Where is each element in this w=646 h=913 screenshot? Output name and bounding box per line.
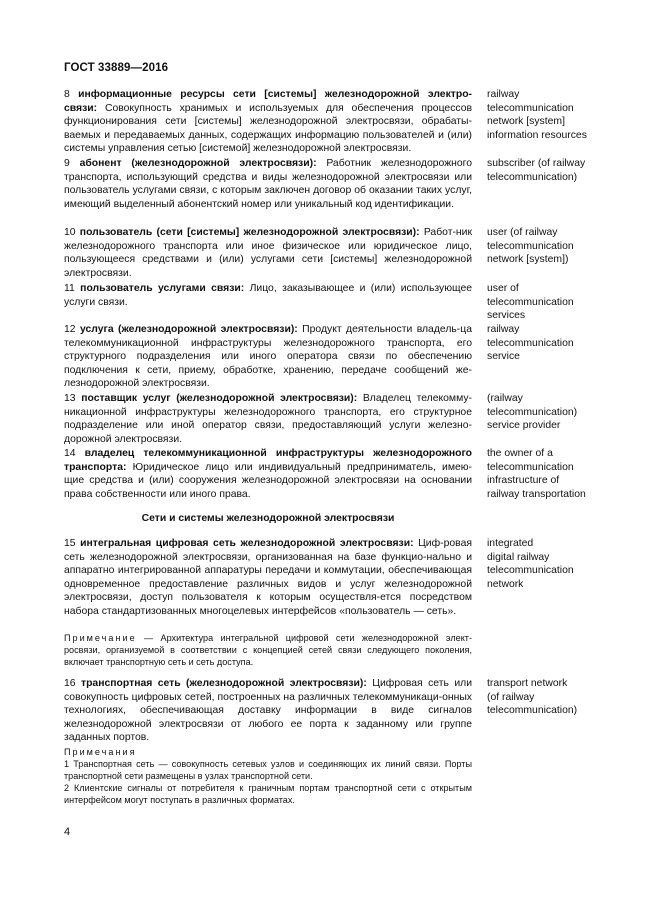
term-definition-text: Лицо, заказывающее и (или) использующее услуги связи. bbox=[64, 283, 472, 308]
term-definition-ru bbox=[64, 282, 472, 309]
term-english-line: user of bbox=[487, 283, 519, 294]
term-english-line: (railway bbox=[487, 393, 523, 404]
notes-entry-16 bbox=[64, 746, 472, 806]
term-definition-text: Работ-ник железнодорожного транспорта или иное физическое или юридическое лицо, пользующееся средствами и (или) услугами сети [системы] железнодорожной электросвязи. bbox=[64, 227, 473, 279]
term-definition-ru bbox=[64, 677, 472, 745]
note-entry-15 bbox=[64, 632, 472, 668]
term-english-line: infrastructure of bbox=[487, 475, 560, 486]
term-english-line: subscriber (of railway bbox=[487, 158, 586, 169]
term-number: 12 bbox=[64, 324, 76, 335]
term-english-line: telecommunication bbox=[487, 337, 574, 349]
term-definition-ru bbox=[64, 323, 472, 391]
term-english bbox=[487, 282, 627, 323]
term-definition-ru bbox=[64, 88, 472, 156]
note-item: 2 Клиентские сигналы от потребителя к граничным портам транспортной сети с открытым интерфейсом могут поступать в различных форматах. bbox=[64, 783, 472, 805]
term-number: 16 bbox=[64, 678, 76, 689]
document-header: ГОСТ 33889—2016 bbox=[64, 62, 169, 74]
section-heading: Сети и системы железнодорожной электросвязи bbox=[141, 513, 395, 524]
term-english-line: (of railway bbox=[487, 691, 535, 703]
term-english bbox=[487, 447, 627, 501]
term-definition-text: Юридическое лицо или индивидуальный предприниматель, имею-щие средства и (или) сооружения железнодорожной электросвязи на основании права собственности или иного права. bbox=[64, 461, 472, 500]
term-english-line: railway bbox=[487, 324, 520, 335]
term-english-line: telecommunication) bbox=[487, 406, 578, 418]
term-english-line: transport network bbox=[487, 678, 568, 689]
term-definition-ru bbox=[64, 157, 472, 211]
term-english bbox=[487, 226, 627, 267]
term-english bbox=[487, 88, 627, 142]
term-english-line: telecommunication bbox=[487, 461, 574, 473]
term-english bbox=[487, 392, 627, 433]
term-title: информационные ресурсы сети [системы] железнодорожной электро-связи: bbox=[64, 89, 473, 114]
term-title: интегральная цифровая сеть железнодорожной электросвязи: bbox=[80, 538, 414, 549]
term-number: 8 bbox=[64, 89, 70, 100]
term-english bbox=[487, 537, 627, 591]
term-english-line: telecommunication bbox=[487, 565, 574, 576]
term-english-line: telecommunication) bbox=[487, 171, 578, 183]
note-label: Примечание bbox=[64, 633, 137, 643]
term-english bbox=[487, 323, 627, 364]
notes-label: Примечания bbox=[64, 747, 137, 757]
term-title: пользователь (сети [системы] железнодорожной электросвязи): bbox=[79, 227, 420, 238]
term-number: 14 bbox=[64, 448, 76, 459]
term-english-line: information resources bbox=[487, 129, 587, 141]
term-english-line: digital railway bbox=[487, 551, 550, 563]
term-number: 11 bbox=[64, 283, 75, 294]
term-definition-text: Владелец телекомму-никационной инфраструктуры железнодорожного транспорта, его структурное подразделение или иной оператор связи, предоставляющий услуги железно-дорожной электросвязи. bbox=[64, 393, 472, 445]
term-definition-text: Работник железнодорожного транспорта, использующий средства и виды железнодорожной электросвязи или пользователь услугами связи, с которым заключен договор об оказании таких услуг, имеющий выделенный абонентский номер или уникальный код идентификации. bbox=[64, 158, 473, 210]
note-item: 1 Транспортная сеть — совокупность сетевых узлов и соединяющих их линий связи. Порты транспортной сети размещены в узлах транспортной сети. bbox=[64, 759, 472, 781]
term-english-line: telecommunication bbox=[487, 240, 574, 252]
term-title: услуга (железнодорожной электросвязи): bbox=[79, 324, 298, 335]
term-english-line: integrated bbox=[487, 538, 534, 549]
term-english-line: the owner of a bbox=[487, 448, 553, 459]
term-english-line: telecommunication bbox=[487, 102, 574, 114]
term-title: абонент (железнодорожной электросвязи): bbox=[79, 158, 317, 169]
term-english bbox=[487, 157, 627, 184]
term-definition-text: Продукт деятельности владель-ца телекоммуникационной инфраструктуры железнодорожного транспорта, его структурного подразделения или иного оператора связи по обеспечению подключения к сети, приему, обработке, хранению, передаче сообщений же-лезнодорожной электросвязи. bbox=[64, 324, 472, 389]
term-definition-ru bbox=[64, 537, 472, 618]
term-english-line: railway bbox=[487, 89, 520, 100]
term-definition-ru bbox=[64, 447, 472, 501]
term-number: 10 bbox=[64, 227, 76, 238]
term-title: транспортная сеть (железнодорожной электросвязи): bbox=[81, 678, 367, 689]
term-english-line: services bbox=[487, 310, 526, 321]
term-english-line: service bbox=[487, 351, 520, 362]
term-definition-ru bbox=[64, 226, 472, 280]
note-text: — Архитектура интегральной цифровой сети железнодорожной элект-росвязи, организуемой в соответствии с концепцией сетей связи следующего поколения, включает транспортную сеть и сеть доступа. bbox=[64, 633, 472, 667]
term-english-line: service provider bbox=[487, 420, 561, 431]
term-number: 13 bbox=[64, 393, 76, 404]
term-title: поставщик услуг (железнодорожной электросвязи): bbox=[81, 393, 358, 404]
term-english-line: network [system] bbox=[487, 116, 565, 127]
term-definition-text: Циф-ровая сеть железнодорожной электросвязи, организованная на базе функцио-нально и аппаратно интегрированной аппаратуры передачи и коммутации, обеспечивающая одновременное предоставление различных видов и услуг железнодорожной электросвязи, доступ пользователя к которым осуществля-ется посредством набора стандартизованных многоцелевых интерфейсов «пользователь — сеть». bbox=[64, 538, 472, 617]
term-english-line: network bbox=[487, 578, 524, 590]
term-definition-ru bbox=[64, 392, 472, 446]
term-english-line: telecommunication) bbox=[487, 705, 578, 716]
term-english-line: network [system]) bbox=[487, 254, 569, 265]
term-title: владелец телекоммуникационной инфраструктуры железнодорожного транспорта: bbox=[64, 448, 473, 473]
term-title: пользователь услугами связи: bbox=[80, 283, 245, 294]
term-number: 15 bbox=[64, 538, 76, 549]
page-number: 4 bbox=[64, 826, 71, 838]
term-english-line: telecommunication bbox=[487, 296, 574, 308]
term-english bbox=[487, 677, 627, 718]
term-definition-text: Цифровая сеть или совокупность цифровых сетей, построенных на различных телекоммуникаци-онных технологиях, обеспечивающая доставку информации в виде сигналов железнодорожной электросвязи от любого ее порта к заданному или группе заданных портов. bbox=[64, 678, 473, 743]
term-english-line: user (of railway bbox=[487, 227, 558, 238]
term-number: 9 bbox=[64, 158, 70, 169]
term-english-line: railway transportation bbox=[487, 488, 586, 500]
term-definition-text: Совокупность хранимых и используемых для обеспечения процессов функционирования сети [системы] железнодорожной электросвязи, обрабаты-ваемых и передаваемых данных, содержащих информацию пользователей и (или) системы управления сетью [системой] железнодорожной электросвязи. bbox=[64, 102, 472, 154]
